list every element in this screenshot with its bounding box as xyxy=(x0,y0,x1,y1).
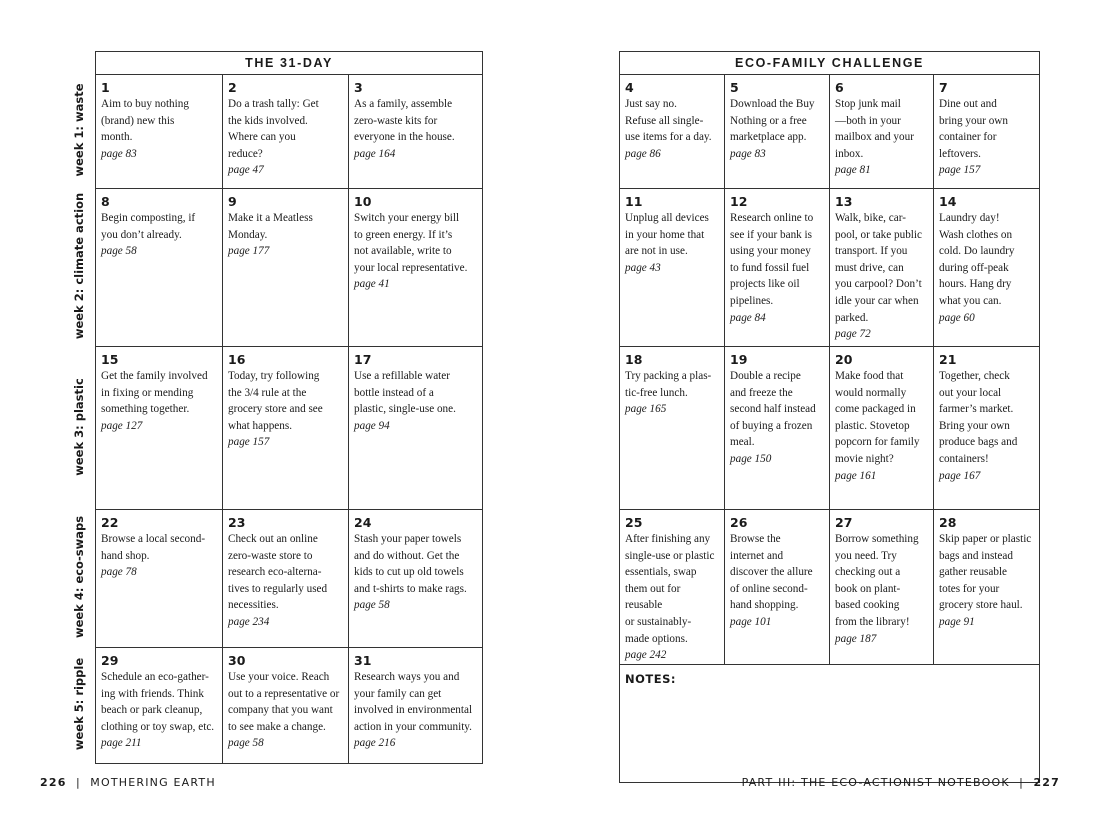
week-label-3: week 3: plastic xyxy=(72,377,86,476)
day-cell-21 xyxy=(934,347,1040,510)
page-ref: page 86 xyxy=(625,147,661,160)
day-cell-18 xyxy=(620,347,725,510)
page-ref: page 211 xyxy=(101,737,142,750)
day-cell-25 xyxy=(620,510,725,665)
day-text: Research ways you and your family can get involved in environmental action in your community. xyxy=(354,671,473,733)
notes-label: NOTES: xyxy=(625,671,676,686)
page-ref: page 94 xyxy=(354,419,390,432)
page-ref: page 165 xyxy=(625,403,667,416)
day-text: After finishing any single-use or plastic essentials, swap them out for reusable or sustainably- made options. xyxy=(625,533,715,645)
notes-area xyxy=(620,664,1040,782)
day-text: Borrow something you need. Try checking out a book on plant- based cooking from the library! xyxy=(835,533,919,628)
day-cell-8 xyxy=(96,189,223,347)
day-text: Check out an online zero-waste store to research eco-alterna- tives to regularly used necessities. xyxy=(228,533,328,612)
day-number: 19 xyxy=(730,352,748,367)
day-text: Use your voice. Reach out to a representative or company that you want to see make a change. xyxy=(228,671,340,733)
day-cell-9 xyxy=(223,189,349,347)
day-number: 29 xyxy=(101,653,119,668)
page-ref: page 177 xyxy=(228,245,270,258)
week-label-5: week 5: ripple xyxy=(72,657,86,751)
day-text: Do a trash tally: Get the kids involved. Where can you reduce? xyxy=(228,98,319,160)
page-ref: page 234 xyxy=(228,615,270,628)
footer-right xyxy=(742,776,1060,789)
left-calendar-grid xyxy=(95,51,483,764)
page-number: 226 xyxy=(40,776,67,789)
day-number: 28 xyxy=(939,515,957,530)
page-ref: page 41 xyxy=(354,278,390,291)
day-cell-11 xyxy=(620,189,725,347)
section-title: PART III: THE ECO-ACTIONIST NOTEBOOK xyxy=(741,776,1010,789)
page-ref: page 58 xyxy=(101,245,137,258)
day-text: Schedule an eco-gather- ing with friends. Think beach or park cleanup, clothing or toy swap, etc. xyxy=(101,671,215,733)
day-number: 27 xyxy=(835,515,853,530)
footer-separator: | xyxy=(1009,776,1034,789)
page-ref: page 161 xyxy=(835,469,877,482)
page-ref: page 127 xyxy=(101,419,143,432)
day-number: 26 xyxy=(730,515,748,530)
day-number: 12 xyxy=(730,194,748,209)
day-cell-17 xyxy=(349,347,483,510)
page-ref: page 58 xyxy=(354,599,390,612)
day-cell-12 xyxy=(725,189,830,347)
day-cell-26 xyxy=(725,510,830,665)
page-ref: page 150 xyxy=(730,452,772,465)
day-text: Switch your energy bill to green energy. If it’s not available, write to your local representative. xyxy=(354,212,468,274)
day-text: Dine out and bring your own container for leftovers. xyxy=(939,98,1008,160)
day-cell-10 xyxy=(349,189,483,347)
day-cell-4 xyxy=(620,75,725,189)
page-ref: page 83 xyxy=(730,147,766,160)
day-number: 14 xyxy=(939,194,957,209)
book-title: MOTHERING EARTH xyxy=(90,776,216,789)
day-text: Use a refillable water bottle instead of a plastic, single-use one. xyxy=(354,370,456,416)
page-ref: page 47 xyxy=(228,164,264,177)
day-text: Browse the internet and discover the allure of online second- hand shopping. xyxy=(730,533,813,612)
day-cell-1 xyxy=(96,75,223,189)
page-ref: page 157 xyxy=(939,164,981,177)
day-number: 25 xyxy=(625,515,643,530)
day-text: Double a recipe and freeze the second half instead of buying a frozen meal. xyxy=(730,370,816,449)
day-cell-23 xyxy=(223,510,349,648)
page-ref: page 72 xyxy=(835,328,871,341)
week-label-4: week 4: eco-swaps xyxy=(72,515,86,639)
day-text: Stash your paper towels and do without. Get the kids to cut up old towels and t-shirts to make rags. xyxy=(354,533,467,595)
page-ref: page 216 xyxy=(354,737,396,750)
day-number: 5 xyxy=(730,80,739,95)
day-number: 30 xyxy=(228,653,246,668)
page-ref: page 58 xyxy=(228,737,264,750)
week-label-1: week 1: waste xyxy=(72,83,86,177)
day-cell-30 xyxy=(223,648,349,764)
day-number: 23 xyxy=(228,515,246,530)
day-text: Browse a local second- hand shop. xyxy=(101,533,206,562)
day-cell-29 xyxy=(96,648,223,764)
day-cell-15 xyxy=(96,347,223,510)
day-text: Get the family involved in fixing or mending something together. xyxy=(101,370,208,416)
day-cell-24 xyxy=(349,510,483,648)
day-cell-7 xyxy=(934,75,1040,189)
day-text: Skip paper or plastic bags and instead gather reusable totes for your grocery store haul. xyxy=(939,533,1032,612)
day-number: 15 xyxy=(101,352,119,367)
day-number: 17 xyxy=(354,352,372,367)
day-text: Laundry day! Wash clothes on cold. Do laundry during off-peak hours. Hang dry what you can. xyxy=(939,212,1015,307)
page-ref: page 91 xyxy=(939,615,975,628)
page-ref: page 84 xyxy=(730,311,766,324)
day-cell-27 xyxy=(830,510,934,665)
page-ref: page 157 xyxy=(228,436,270,449)
page-ref: page 242 xyxy=(625,649,667,662)
day-text: Just say no. Refuse all single- use items for a day. xyxy=(625,98,712,144)
day-cell-31 xyxy=(349,648,483,764)
day-cell-16 xyxy=(223,347,349,510)
day-number: 8 xyxy=(101,194,110,209)
day-cell-3 xyxy=(349,75,483,189)
day-cell-22 xyxy=(96,510,223,648)
day-text: As a family, assemble zero-waste kits for everyone in the house. xyxy=(354,98,455,144)
day-text: Research online to see if your bank is using your money to fund fossil fuel projects like oil pipelines. xyxy=(730,212,814,307)
day-number: 4 xyxy=(625,80,634,95)
day-number: 16 xyxy=(228,352,246,367)
day-number: 20 xyxy=(835,352,853,367)
day-cell-20 xyxy=(830,347,934,510)
day-text: Aim to buy nothing (brand) new this month. xyxy=(101,98,189,144)
page-ref: page 78 xyxy=(101,566,137,579)
day-number: 21 xyxy=(939,352,957,367)
day-number: 11 xyxy=(625,194,643,209)
day-number: 10 xyxy=(354,194,372,209)
page-number: 227 xyxy=(1033,776,1060,789)
footer-separator: | xyxy=(66,776,91,789)
page-ref: page 60 xyxy=(939,311,975,324)
day-cell-13 xyxy=(830,189,934,347)
day-number: 3 xyxy=(354,80,363,95)
day-cell-6 xyxy=(830,75,934,189)
day-text: Begin composting, if you don’t already. xyxy=(101,212,196,241)
day-text: Together, check out your local farmer’s market. Bring your own produce bags and containers! xyxy=(939,370,1018,465)
page-ref: page 101 xyxy=(730,615,772,628)
day-number: 1 xyxy=(101,80,110,95)
day-cell-14 xyxy=(934,189,1040,347)
day-cell-5 xyxy=(725,75,830,189)
challenge-title-right: ECO-FAMILY CHALLENGE xyxy=(620,52,1040,75)
day-number: 18 xyxy=(625,352,643,367)
day-text: Try packing a plas- tic-free lunch. xyxy=(625,370,712,399)
day-text: Today, try following the 3/4 rule at the grocery store and see what happens. xyxy=(228,370,323,432)
page-ref: page 164 xyxy=(354,147,396,160)
day-text: Make it a Meatless Monday. xyxy=(228,212,313,241)
footer-left xyxy=(40,776,216,789)
day-cell-28 xyxy=(934,510,1040,665)
day-number: 7 xyxy=(939,80,948,95)
day-number: 6 xyxy=(835,80,844,95)
challenge-title-left: THE 31-DAY xyxy=(96,52,483,75)
day-text: Download the Buy Nothing or a free marketplace app. xyxy=(730,98,815,144)
day-number: 22 xyxy=(101,515,119,530)
page-ref: page 167 xyxy=(939,469,981,482)
day-number: 2 xyxy=(228,80,237,95)
page-ref: page 81 xyxy=(835,164,871,177)
day-text: Stop junk mail —both in your mailbox and your inbox. xyxy=(835,98,914,160)
day-number: 24 xyxy=(354,515,372,530)
day-number: 31 xyxy=(354,653,372,668)
day-number: 9 xyxy=(228,194,237,209)
week-label-2: week 2: climate action xyxy=(72,192,86,340)
day-text: Walk, bike, car- pool, or take public transport. If you must drive, can you carpool? Don’t idle your car when parked. xyxy=(835,212,922,324)
right-calendar-grid xyxy=(619,51,1040,783)
page-ref: page 83 xyxy=(101,147,137,160)
day-text: Unplug all devices in your home that are not in use. xyxy=(625,212,709,258)
page-ref: page 43 xyxy=(625,261,661,274)
day-cell-2 xyxy=(223,75,349,189)
day-cell-19 xyxy=(725,347,830,510)
page-ref: page 187 xyxy=(835,632,877,645)
day-text: Make food that would normally come packaged in plastic. Stovetop popcorn for family movie night? xyxy=(835,370,920,465)
day-number: 13 xyxy=(835,194,853,209)
